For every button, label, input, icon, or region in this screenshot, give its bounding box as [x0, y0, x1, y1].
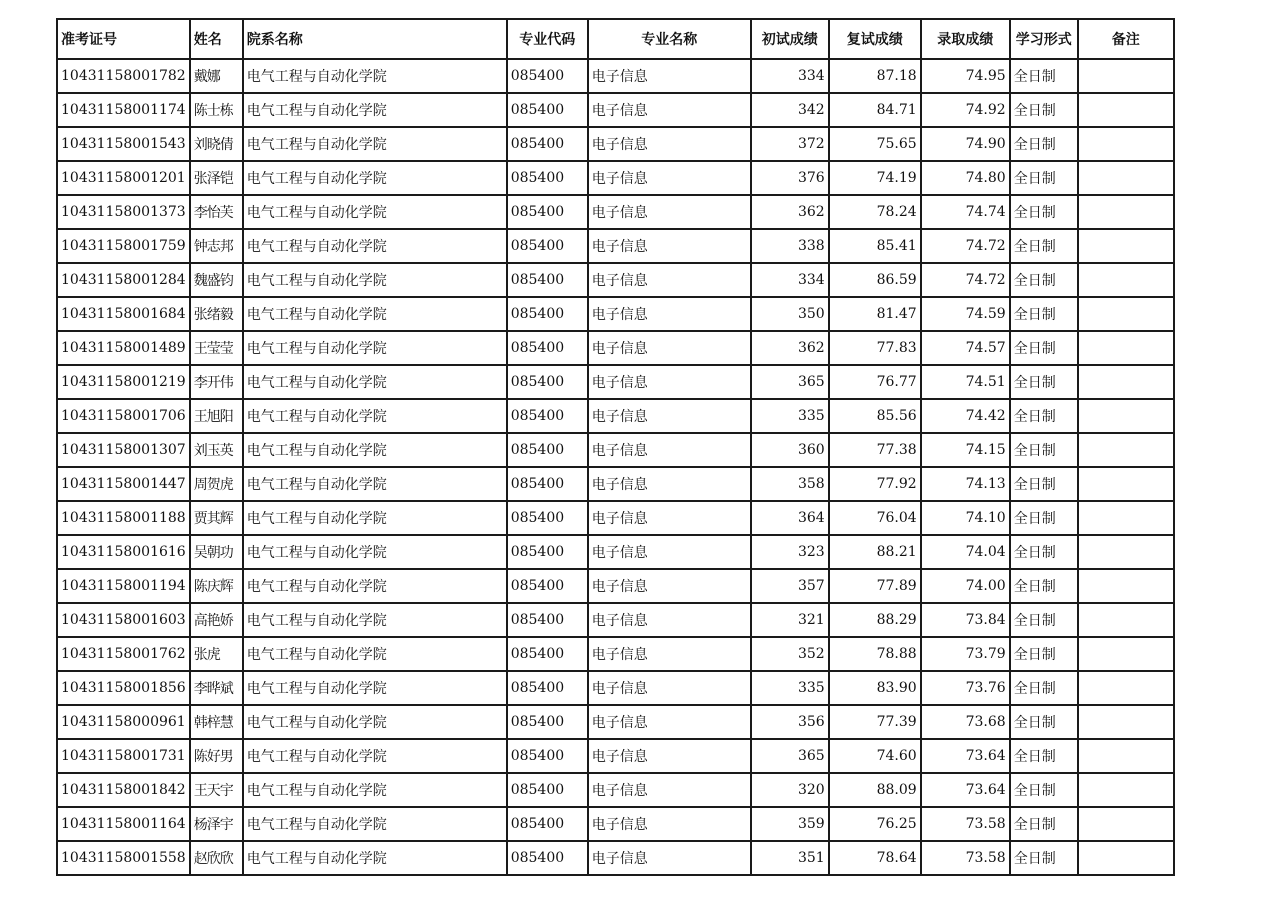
table-row [57, 161, 1174, 195]
cell-remarks [1078, 297, 1174, 331]
cell-major-code: 085400 [507, 705, 588, 739]
cell-retest-score: 77.83 [829, 331, 921, 365]
cell-exam-id: 10431158001284 [57, 263, 190, 297]
cell-study-mode: 全日制 [1010, 739, 1078, 773]
cell-major-code: 085400 [507, 671, 588, 705]
cell-name: 杨泽宇 [190, 807, 243, 841]
cell-department: 电气工程与自动化学院 [243, 603, 507, 637]
table-row [57, 705, 1174, 739]
cell-study-mode: 全日制 [1010, 297, 1078, 331]
cell-retest-score: 74.60 [829, 739, 921, 773]
header-admission-score: 录取成绩 [921, 19, 1010, 59]
cell-name: 李晔斌 [190, 671, 243, 705]
cell-admission-score: 74.59 [921, 297, 1010, 331]
table-row [57, 569, 1174, 603]
table-row [57, 501, 1174, 535]
cell-name: 王莹莹 [190, 331, 243, 365]
cell-major-name: 电子信息 [588, 467, 751, 501]
cell-remarks [1078, 331, 1174, 365]
cell-remarks [1078, 195, 1174, 229]
cell-name: 刘晓倩 [190, 127, 243, 161]
cell-remarks [1078, 229, 1174, 263]
cell-remarks [1078, 671, 1174, 705]
cell-retest-score: 81.47 [829, 297, 921, 331]
cell-study-mode: 全日制 [1010, 161, 1078, 195]
cell-department: 电气工程与自动化学院 [243, 705, 507, 739]
cell-admission-score: 74.72 [921, 263, 1010, 297]
cell-admission-score: 74.72 [921, 229, 1010, 263]
cell-retest-score: 77.38 [829, 433, 921, 467]
cell-major-code: 085400 [507, 229, 588, 263]
cell-remarks [1078, 365, 1174, 399]
cell-exam-id: 10431158001762 [57, 637, 190, 671]
cell-retest-score: 76.77 [829, 365, 921, 399]
cell-initial-score: 320 [751, 773, 829, 807]
cell-study-mode: 全日制 [1010, 671, 1078, 705]
cell-study-mode: 全日制 [1010, 501, 1078, 535]
cell-initial-score: 362 [751, 195, 829, 229]
cell-major-name: 电子信息 [588, 93, 751, 127]
cell-retest-score: 85.56 [829, 399, 921, 433]
cell-study-mode: 全日制 [1010, 127, 1078, 161]
cell-retest-score: 88.09 [829, 773, 921, 807]
cell-initial-score: 376 [751, 161, 829, 195]
cell-initial-score: 334 [751, 263, 829, 297]
cell-major-code: 085400 [507, 93, 588, 127]
cell-study-mode: 全日制 [1010, 807, 1078, 841]
cell-exam-id: 10431158000961 [57, 705, 190, 739]
cell-major-code: 085400 [507, 637, 588, 671]
cell-department: 电气工程与自动化学院 [243, 637, 507, 671]
cell-exam-id: 10431158001174 [57, 93, 190, 127]
header-name: 姓名 [190, 19, 243, 59]
table-row [57, 263, 1174, 297]
header-retest-score: 复试成绩 [829, 19, 921, 59]
cell-department: 电气工程与自动化学院 [243, 161, 507, 195]
cell-exam-id: 10431158001489 [57, 331, 190, 365]
cell-major-code: 085400 [507, 535, 588, 569]
cell-department: 电气工程与自动化学院 [243, 535, 507, 569]
cell-initial-score: 334 [751, 59, 829, 93]
cell-retest-score: 85.41 [829, 229, 921, 263]
cell-exam-id: 10431158001706 [57, 399, 190, 433]
cell-admission-score: 73.76 [921, 671, 1010, 705]
cell-name: 陈好男 [190, 739, 243, 773]
cell-study-mode: 全日制 [1010, 331, 1078, 365]
cell-exam-id: 10431158001194 [57, 569, 190, 603]
cell-department: 电气工程与自动化学院 [243, 229, 507, 263]
cell-initial-score: 352 [751, 637, 829, 671]
cell-department: 电气工程与自动化学院 [243, 569, 507, 603]
cell-admission-score: 74.15 [921, 433, 1010, 467]
cell-name: 张绪毅 [190, 297, 243, 331]
table-row [57, 671, 1174, 705]
cell-retest-score: 84.71 [829, 93, 921, 127]
cell-major-name: 电子信息 [588, 433, 751, 467]
cell-major-name: 电子信息 [588, 501, 751, 535]
cell-exam-id: 10431158001782 [57, 59, 190, 93]
cell-major-code: 085400 [507, 161, 588, 195]
cell-department: 电气工程与自动化学院 [243, 399, 507, 433]
cell-name: 王天宇 [190, 773, 243, 807]
cell-name: 张泽铠 [190, 161, 243, 195]
cell-remarks [1078, 59, 1174, 93]
cell-name: 贾其辉 [190, 501, 243, 535]
cell-name: 赵欣欣 [190, 841, 243, 875]
cell-retest-score: 76.25 [829, 807, 921, 841]
cell-major-code: 085400 [507, 433, 588, 467]
table-row [57, 127, 1174, 161]
cell-admission-score: 74.13 [921, 467, 1010, 501]
cell-name: 刘玉英 [190, 433, 243, 467]
cell-study-mode: 全日制 [1010, 467, 1078, 501]
cell-major-name: 电子信息 [588, 841, 751, 875]
cell-initial-score: 365 [751, 365, 829, 399]
cell-study-mode: 全日制 [1010, 399, 1078, 433]
cell-exam-id: 10431158001219 [57, 365, 190, 399]
cell-admission-score: 74.90 [921, 127, 1010, 161]
cell-major-name: 电子信息 [588, 637, 751, 671]
cell-name: 李怡芙 [190, 195, 243, 229]
table-row [57, 365, 1174, 399]
table-row [57, 637, 1174, 671]
cell-remarks [1078, 603, 1174, 637]
cell-department: 电气工程与自动化学院 [243, 501, 507, 535]
cell-retest-score: 83.90 [829, 671, 921, 705]
cell-retest-score: 75.65 [829, 127, 921, 161]
cell-initial-score: 335 [751, 671, 829, 705]
cell-major-code: 085400 [507, 569, 588, 603]
cell-exam-id: 10431158001558 [57, 841, 190, 875]
table-body [57, 59, 1174, 875]
table-row [57, 433, 1174, 467]
cell-admission-score: 73.64 [921, 773, 1010, 807]
cell-department: 电气工程与自动化学院 [243, 365, 507, 399]
cell-major-name: 电子信息 [588, 739, 751, 773]
cell-initial-score: 359 [751, 807, 829, 841]
cell-major-name: 电子信息 [588, 807, 751, 841]
table-row [57, 773, 1174, 807]
table-row [57, 93, 1174, 127]
cell-department: 电气工程与自动化学院 [243, 433, 507, 467]
table-row [57, 467, 1174, 501]
cell-study-mode: 全日制 [1010, 195, 1078, 229]
cell-study-mode: 全日制 [1010, 59, 1078, 93]
cell-department: 电气工程与自动化学院 [243, 807, 507, 841]
cell-study-mode: 全日制 [1010, 93, 1078, 127]
cell-study-mode: 全日制 [1010, 773, 1078, 807]
cell-admission-score: 74.10 [921, 501, 1010, 535]
cell-exam-id: 10431158001188 [57, 501, 190, 535]
cell-name: 王旭阳 [190, 399, 243, 433]
cell-initial-score: 357 [751, 569, 829, 603]
cell-department: 电气工程与自动化学院 [243, 739, 507, 773]
cell-study-mode: 全日制 [1010, 365, 1078, 399]
cell-retest-score: 87.18 [829, 59, 921, 93]
cell-department: 电气工程与自动化学院 [243, 331, 507, 365]
cell-study-mode: 全日制 [1010, 433, 1078, 467]
cell-remarks [1078, 399, 1174, 433]
cell-admission-score: 73.84 [921, 603, 1010, 637]
cell-remarks [1078, 807, 1174, 841]
cell-retest-score: 88.21 [829, 535, 921, 569]
cell-major-name: 电子信息 [588, 705, 751, 739]
cell-initial-score: 342 [751, 93, 829, 127]
cell-study-mode: 全日制 [1010, 705, 1078, 739]
cell-name: 周贺虎 [190, 467, 243, 501]
cell-major-code: 085400 [507, 127, 588, 161]
cell-admission-score: 74.92 [921, 93, 1010, 127]
cell-remarks [1078, 161, 1174, 195]
cell-exam-id: 10431158001307 [57, 433, 190, 467]
cell-major-name: 电子信息 [588, 263, 751, 297]
cell-department: 电气工程与自动化学院 [243, 59, 507, 93]
cell-department: 电气工程与自动化学院 [243, 127, 507, 161]
cell-remarks [1078, 127, 1174, 161]
cell-department: 电气工程与自动化学院 [243, 841, 507, 875]
cell-name: 吴朝功 [190, 535, 243, 569]
cell-admission-score: 74.57 [921, 331, 1010, 365]
cell-major-code: 085400 [507, 603, 588, 637]
table-row [57, 603, 1174, 637]
cell-study-mode: 全日制 [1010, 263, 1078, 297]
cell-major-code: 085400 [507, 841, 588, 875]
cell-admission-score: 73.79 [921, 637, 1010, 671]
cell-study-mode: 全日制 [1010, 569, 1078, 603]
cell-exam-id: 10431158001201 [57, 161, 190, 195]
table-row [57, 535, 1174, 569]
cell-initial-score: 351 [751, 841, 829, 875]
table-header-row [57, 19, 1174, 59]
cell-retest-score: 74.19 [829, 161, 921, 195]
cell-study-mode: 全日制 [1010, 841, 1078, 875]
cell-major-code: 085400 [507, 365, 588, 399]
cell-major-code: 085400 [507, 263, 588, 297]
cell-department: 电气工程与自动化学院 [243, 773, 507, 807]
cell-name: 高艳娇 [190, 603, 243, 637]
cell-remarks [1078, 841, 1174, 875]
cell-initial-score: 358 [751, 467, 829, 501]
cell-major-name: 电子信息 [588, 161, 751, 195]
cell-remarks [1078, 569, 1174, 603]
cell-major-code: 085400 [507, 807, 588, 841]
cell-department: 电气工程与自动化学院 [243, 671, 507, 705]
cell-exam-id: 10431158001543 [57, 127, 190, 161]
cell-major-name: 电子信息 [588, 297, 751, 331]
cell-major-name: 电子信息 [588, 195, 751, 229]
cell-name: 钟志邦 [190, 229, 243, 263]
cell-initial-score: 362 [751, 331, 829, 365]
cell-initial-score: 338 [751, 229, 829, 263]
cell-initial-score: 356 [751, 705, 829, 739]
table-row [57, 841, 1174, 875]
header-exam-id: 准考证号 [57, 19, 190, 59]
cell-major-code: 085400 [507, 739, 588, 773]
cell-retest-score: 77.39 [829, 705, 921, 739]
cell-initial-score: 350 [751, 297, 829, 331]
cell-name: 陈士栋 [190, 93, 243, 127]
cell-name: 韩梓慧 [190, 705, 243, 739]
cell-remarks [1078, 501, 1174, 535]
cell-remarks [1078, 773, 1174, 807]
cell-exam-id: 10431158001856 [57, 671, 190, 705]
cell-major-name: 电子信息 [588, 59, 751, 93]
cell-major-name: 电子信息 [588, 331, 751, 365]
cell-name: 魏盛钧 [190, 263, 243, 297]
cell-remarks [1078, 93, 1174, 127]
cell-remarks [1078, 535, 1174, 569]
cell-major-name: 电子信息 [588, 127, 751, 161]
cell-study-mode: 全日制 [1010, 229, 1078, 263]
cell-major-code: 085400 [507, 297, 588, 331]
cell-exam-id: 10431158001447 [57, 467, 190, 501]
cell-initial-score: 365 [751, 739, 829, 773]
cell-major-code: 085400 [507, 59, 588, 93]
cell-department: 电气工程与自动化学院 [243, 467, 507, 501]
header-study-mode: 学习形式 [1010, 19, 1078, 59]
cell-initial-score: 321 [751, 603, 829, 637]
cell-major-name: 电子信息 [588, 399, 751, 433]
cell-exam-id: 10431158001759 [57, 229, 190, 263]
cell-major-code: 085400 [507, 773, 588, 807]
cell-major-code: 085400 [507, 399, 588, 433]
cell-remarks [1078, 433, 1174, 467]
cell-department: 电气工程与自动化学院 [243, 263, 507, 297]
cell-exam-id: 10431158001731 [57, 739, 190, 773]
cell-major-name: 电子信息 [588, 569, 751, 603]
cell-major-code: 085400 [507, 501, 588, 535]
cell-admission-score: 74.00 [921, 569, 1010, 603]
cell-major-name: 电子信息 [588, 365, 751, 399]
cell-major-name: 电子信息 [588, 535, 751, 569]
table-row [57, 331, 1174, 365]
cell-admission-score: 73.68 [921, 705, 1010, 739]
cell-retest-score: 86.59 [829, 263, 921, 297]
cell-remarks [1078, 637, 1174, 671]
cell-study-mode: 全日制 [1010, 603, 1078, 637]
table-row [57, 739, 1174, 773]
cell-admission-score: 73.58 [921, 807, 1010, 841]
cell-exam-id: 10431158001164 [57, 807, 190, 841]
cell-retest-score: 76.04 [829, 501, 921, 535]
table-row [57, 807, 1174, 841]
cell-retest-score: 77.89 [829, 569, 921, 603]
cell-major-code: 085400 [507, 467, 588, 501]
header-major-code: 专业代码 [507, 19, 588, 59]
cell-admission-score: 74.80 [921, 161, 1010, 195]
table-row [57, 195, 1174, 229]
cell-admission-score: 74.74 [921, 195, 1010, 229]
cell-major-code: 085400 [507, 331, 588, 365]
cell-initial-score: 372 [751, 127, 829, 161]
table-row [57, 297, 1174, 331]
table-row [57, 229, 1174, 263]
cell-exam-id: 10431158001842 [57, 773, 190, 807]
cell-name: 李开伟 [190, 365, 243, 399]
cell-admission-score: 74.95 [921, 59, 1010, 93]
cell-department: 电气工程与自动化学院 [243, 195, 507, 229]
cell-retest-score: 77.92 [829, 467, 921, 501]
cell-major-name: 电子信息 [588, 671, 751, 705]
cell-name: 陈庆辉 [190, 569, 243, 603]
cell-remarks [1078, 739, 1174, 773]
cell-department: 电气工程与自动化学院 [243, 297, 507, 331]
table-row [57, 59, 1174, 93]
cell-name: 张虎 [190, 637, 243, 671]
cell-initial-score: 323 [751, 535, 829, 569]
cell-department: 电气工程与自动化学院 [243, 93, 507, 127]
cell-remarks [1078, 263, 1174, 297]
cell-retest-score: 78.64 [829, 841, 921, 875]
cell-study-mode: 全日制 [1010, 535, 1078, 569]
cell-remarks [1078, 705, 1174, 739]
cell-major-name: 电子信息 [588, 603, 751, 637]
cell-admission-score: 73.58 [921, 841, 1010, 875]
header-remarks: 备注 [1078, 19, 1174, 59]
cell-exam-id: 10431158001373 [57, 195, 190, 229]
cell-initial-score: 335 [751, 399, 829, 433]
cell-remarks [1078, 467, 1174, 501]
cell-admission-score: 74.04 [921, 535, 1010, 569]
cell-admission-score: 74.42 [921, 399, 1010, 433]
cell-exam-id: 10431158001603 [57, 603, 190, 637]
cell-name: 戴娜 [190, 59, 243, 93]
cell-retest-score: 88.29 [829, 603, 921, 637]
cell-exam-id: 10431158001616 [57, 535, 190, 569]
cell-retest-score: 78.88 [829, 637, 921, 671]
cell-major-name: 电子信息 [588, 229, 751, 263]
cell-major-name: 电子信息 [588, 773, 751, 807]
admission-results-table [56, 18, 1175, 876]
cell-initial-score: 364 [751, 501, 829, 535]
table-row [57, 399, 1174, 433]
header-major-name: 专业名称 [588, 19, 751, 59]
cell-admission-score: 73.64 [921, 739, 1010, 773]
cell-study-mode: 全日制 [1010, 637, 1078, 671]
cell-admission-score: 74.51 [921, 365, 1010, 399]
cell-initial-score: 360 [751, 433, 829, 467]
header-department: 院系名称 [243, 19, 507, 59]
header-initial-score: 初试成绩 [751, 19, 829, 59]
cell-exam-id: 10431158001684 [57, 297, 190, 331]
cell-major-code: 085400 [507, 195, 588, 229]
cell-retest-score: 78.24 [829, 195, 921, 229]
